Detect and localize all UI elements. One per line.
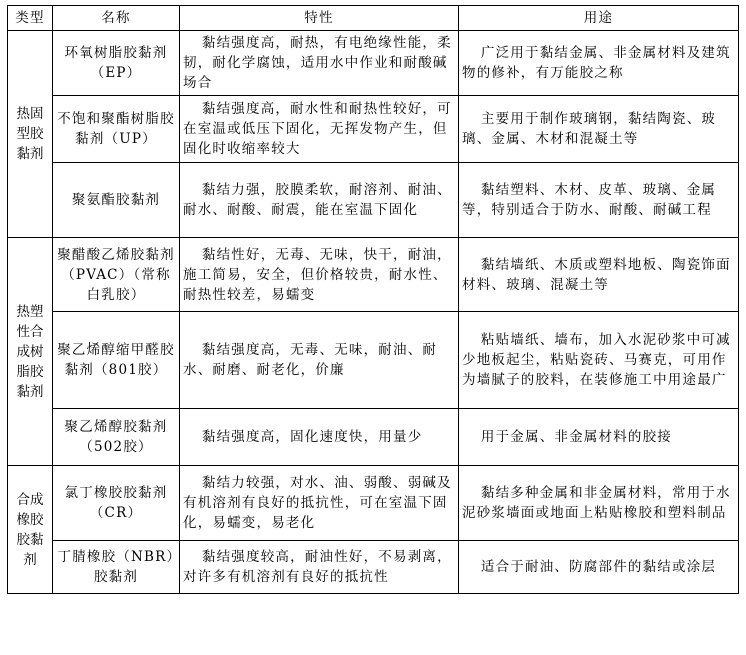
usage-cell: 主要用于制作玻璃钢，黏结陶瓷、玻璃、金属、木材和混凝土等 bbox=[459, 96, 739, 163]
table-row bbox=[8, 541, 739, 594]
property-cell: 黏结力强，胶膜柔软，耐溶剂、耐油、耐水、耐酸、耐震，能在室温下固化 bbox=[180, 163, 459, 238]
property-cell: 黏结强度高，固化速度快，用量少 bbox=[180, 409, 459, 466]
adhesive-table bbox=[7, 5, 739, 594]
header-property: 特性 bbox=[180, 6, 459, 31]
table-row bbox=[8, 409, 739, 466]
name-cell: 丁腈橡胶（NBR）胶黏剂 bbox=[53, 541, 180, 594]
type-cell-rubber: 合成橡胶胶黏剂 bbox=[8, 466, 53, 594]
table-row bbox=[8, 466, 739, 541]
usage-cell: 黏结塑料、木材、皮革、玻璃、金属等，特别适合于防水、耐酸、耐碱工程 bbox=[459, 163, 739, 238]
type-cell-thermoplastic: 热塑性合成树脂胶黏剂 bbox=[8, 238, 53, 466]
table-row bbox=[8, 238, 739, 312]
usage-cell: 粘贴墙纸、墙布，加入水泥砂浆中可减少地板起尘，粘贴瓷砖、马赛克，可用作为墙腻子的胶料，在装修施工中用途最广 bbox=[459, 312, 739, 409]
header-name: 名称 bbox=[53, 6, 180, 31]
name-cell: 聚乙烯醇胶黏剂（502胶） bbox=[53, 409, 180, 466]
usage-cell: 广泛用于黏结金属、非金属材料及建筑物的修补，有万能胶之称 bbox=[459, 31, 739, 96]
name-cell: 聚氨酯胶黏剂 bbox=[53, 163, 180, 238]
table-row bbox=[8, 96, 739, 163]
name-cell: 聚醋酸乙烯胶黏剂（PVAC）（常称白乳胶） bbox=[53, 238, 180, 312]
header-row bbox=[8, 6, 739, 31]
header-type: 类型 bbox=[8, 6, 53, 31]
adhesive-table-container bbox=[7, 5, 738, 594]
header-usage: 用途 bbox=[459, 6, 739, 31]
name-cell: 环氧树脂胶黏剂（EP） bbox=[53, 31, 180, 96]
property-cell: 黏结强度较高，耐油性好，不易剥离，对许多有机溶剂有良好的抵抗性 bbox=[180, 541, 459, 594]
name-cell: 聚乙烯醇缩甲醛胶黏剂（801胶） bbox=[53, 312, 180, 409]
usage-cell: 适合于耐油、防腐部件的黏结或涂层 bbox=[459, 541, 739, 594]
usage-cell: 黏结多种金属和非金属材料，常用于水泥砂浆墙面或地面上粘贴橡胶和塑料制品 bbox=[459, 466, 739, 541]
usage-cell: 用于金属、非金属材料的胶接 bbox=[459, 409, 739, 466]
table-row bbox=[8, 312, 739, 409]
property-cell: 黏结性好，无毒、无味，快干，耐油，施工简易，安全，但价格较贵，耐水性、耐热性较差，易蠕变 bbox=[180, 238, 459, 312]
property-cell: 黏结强度高，耐水性和耐热性较好，可在室温或低压下固化，无挥发物产生，但固化时收缩率较大 bbox=[180, 96, 459, 163]
table-row bbox=[8, 31, 739, 96]
property-cell: 黏结力较强，对水、油、弱酸、弱碱及有机溶剂有良好的抵抗性，可在室温下固化，易蠕变，易老化 bbox=[180, 466, 459, 541]
usage-cell: 黏结墙纸、木质或塑料地板、陶瓷饰面材料、玻璃、混凝土等 bbox=[459, 238, 739, 312]
property-cell: 黏结强度高，无毒、无味，耐油、耐水、耐磨、耐老化，价廉 bbox=[180, 312, 459, 409]
name-cell: 氯丁橡胶胶黏剂（CR） bbox=[53, 466, 180, 541]
name-cell: 不饱和聚酯树脂胶黏剂（UP） bbox=[53, 96, 180, 163]
table-row bbox=[8, 163, 739, 238]
type-cell-thermoset: 热固型胶黏剂 bbox=[8, 31, 53, 238]
property-cell: 黏结强度高，耐热，有电绝缘性能，柔韧，耐化学腐蚀，适用水中作业和耐酸碱场合 bbox=[180, 31, 459, 96]
